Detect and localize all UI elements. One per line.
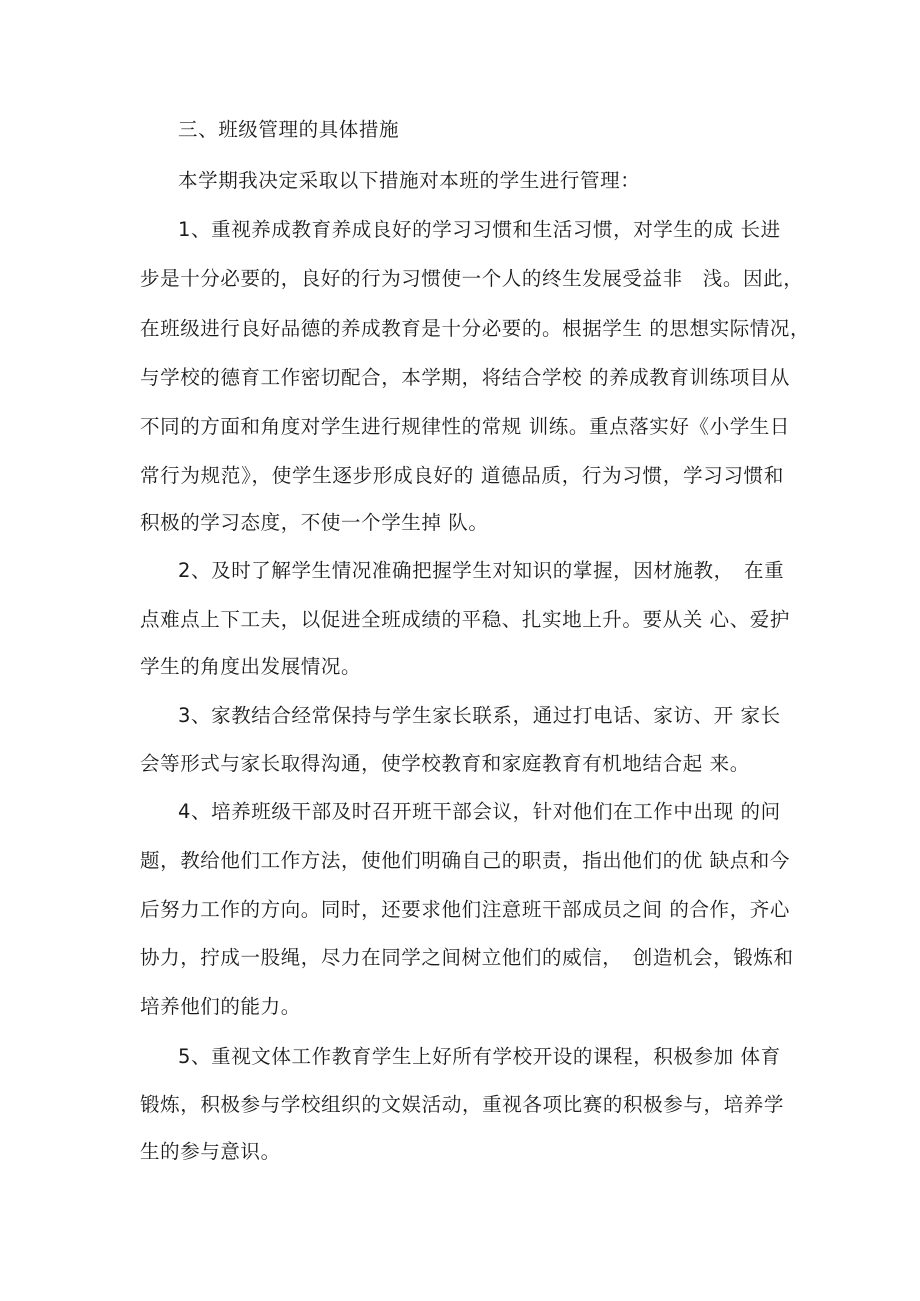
paragraph-line: 锻炼，积极参与学校组织的文娱活动，重视各项比赛的积极参与，培养学 bbox=[140, 1093, 784, 1116]
paragraph-line: 与学校的德育工作密切配合，本学期，将结合学校 的养成教育训练项目从 bbox=[140, 366, 790, 389]
paragraph-line: 2、及时了解学生情况准确把握学生对知识的掌握，因材施教， 在重 bbox=[178, 559, 785, 582]
paragraph-line: 后努力工作的方向。同时，还要求他们注意班干部成员之间 的合作，齐心 bbox=[140, 898, 790, 921]
paragraph-line: 常行为规范》，使学生逐步形成良好的 道德品质，行为习惯，学习习惯和 bbox=[140, 464, 784, 487]
paragraph-line: 点难点上下工夫，以促进全班成绩的平稳、扎实地上升。要从关 心、爱护 bbox=[140, 608, 790, 631]
paragraph-line: 题，教给他们工作方法，使他们明确自己的职责，指出他们的优 缺点和今 bbox=[140, 849, 790, 872]
paragraph-line: 生的参与意识。 bbox=[140, 1140, 281, 1163]
paragraph-line: 积极的学习态度，不使一个学生掉 队。 bbox=[140, 511, 489, 534]
intro-paragraph: 本学期我决定采取以下措施对本班的学生进行管理： bbox=[178, 169, 641, 192]
paragraph-line: 1、重视养成教育养成良好的学习习惯和生活习惯，对学生的成 长进 bbox=[178, 218, 781, 241]
paragraph-line: 协力，拧成一股绳，尽力在同学之间树立他们的威信， 创造机会，锻炼和 bbox=[140, 946, 794, 969]
paragraph-line: 4、培养班级干部及时召开班干部会议，针对他们在工作中出现 的问 bbox=[178, 800, 781, 823]
paragraph-line: 5、重视文体工作教育学生上好所有学校开设的课程，积极参加 体育 bbox=[178, 1045, 781, 1068]
section-heading: 三、班级管理的具体措施 bbox=[178, 118, 400, 141]
paragraph-line: 3、家教结合经常保持与学生家长联系，通过打电话、家访、开 家长 bbox=[178, 704, 781, 727]
paragraph-line: 会等形式与家长取得沟通，使学校教育和家庭教育有机地结合起 来。 bbox=[140, 752, 750, 775]
paragraph-line: 在班级进行良好品德的养成教育是十分必要的。根据学生 的思想实际情况， bbox=[140, 317, 811, 340]
paragraph-line: 不同的方面和角度对学生进行规律性的常规 训练。重点落实好《小学生日 bbox=[140, 415, 790, 438]
paragraph-line: 学生的角度出发展情况。 bbox=[140, 655, 362, 678]
paragraph-line: 步是十分必要的，良好的行为习惯使一个人的终生发展受益非 浅。因此， bbox=[140, 267, 804, 290]
paragraph-line: 培养他们的能力。 bbox=[140, 995, 301, 1018]
